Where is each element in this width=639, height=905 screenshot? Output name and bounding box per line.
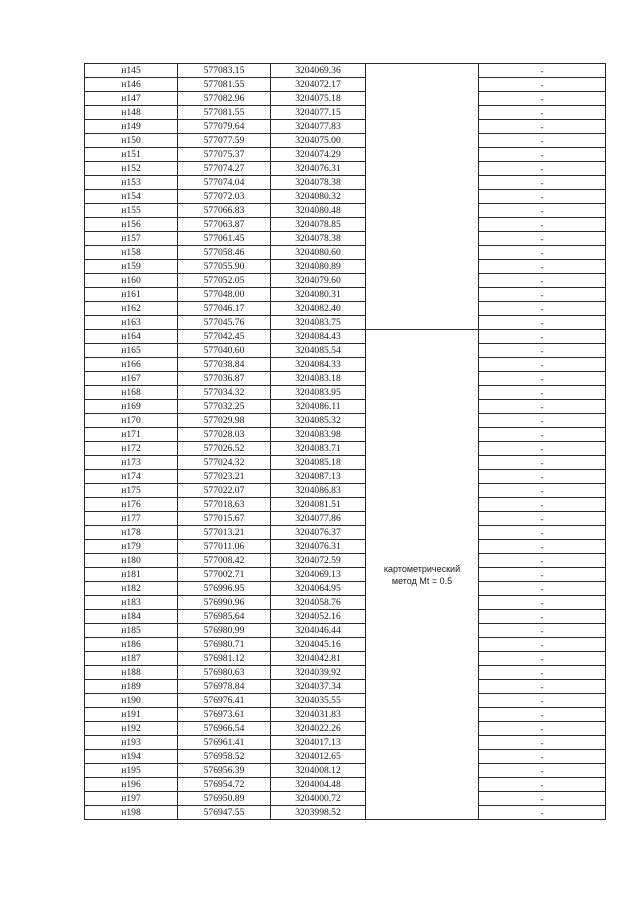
x-coordinate-cell: 577066.83 [178, 204, 271, 218]
table-row [85, 456, 606, 470]
y-coordinate-cell: 3204083.18 [271, 372, 366, 386]
extra-value-cell: - [479, 64, 606, 78]
y-coordinate-cell: 3204081.51 [271, 498, 366, 512]
point-id-cell: н191 [85, 708, 178, 722]
x-coordinate-cell: 577045.76 [178, 316, 271, 330]
extra-value-cell: - [479, 316, 606, 330]
point-id-cell: н183 [85, 596, 178, 610]
extra-value-cell: - [479, 288, 606, 302]
y-coordinate-cell: 3204046.44 [271, 624, 366, 638]
extra-value-cell: - [479, 414, 606, 428]
y-coordinate-cell: 3204072.59 [271, 554, 366, 568]
y-coordinate-cell: 3204084.43 [271, 330, 366, 344]
x-coordinate-cell: 576954.72 [178, 778, 271, 792]
point-id-cell: н155 [85, 204, 178, 218]
y-coordinate-cell: 3204083.98 [271, 428, 366, 442]
table-row [85, 708, 606, 722]
y-coordinate-cell: 3204000.72 [271, 792, 366, 806]
y-coordinate-cell: 3204077.83 [271, 120, 366, 134]
x-coordinate-cell: 577032.25 [178, 400, 271, 414]
y-coordinate-cell: 3204086.11 [271, 400, 366, 414]
extra-value-cell: - [479, 554, 606, 568]
extra-value-cell: - [479, 708, 606, 722]
y-coordinate-cell: 3204078.38 [271, 232, 366, 246]
extra-value-cell: - [479, 358, 606, 372]
point-id-cell: н173 [85, 456, 178, 470]
point-id-cell: н164 [85, 330, 178, 344]
table-row [85, 120, 606, 134]
x-coordinate-cell: 576958.52 [178, 750, 271, 764]
y-coordinate-cell: 3204084.33 [271, 358, 366, 372]
point-id-cell: н166 [85, 358, 178, 372]
extra-value-cell: - [479, 372, 606, 386]
point-id-cell: н162 [85, 302, 178, 316]
y-coordinate-cell: 3204064.95 [271, 582, 366, 596]
table-row [85, 778, 606, 792]
extra-value-cell: - [479, 400, 606, 414]
method-accuracy: метод Mt = 0.5 [391, 575, 453, 586]
x-coordinate-cell: 576961.41 [178, 736, 271, 750]
extra-value-cell: - [479, 624, 606, 638]
point-id-cell: н169 [85, 400, 178, 414]
table-row [85, 442, 606, 456]
extra-value-cell: - [479, 680, 606, 694]
extra-value-cell: - [479, 694, 606, 708]
point-id-cell: н158 [85, 246, 178, 260]
extra-value-cell: - [479, 652, 606, 666]
extra-value-cell: - [479, 134, 606, 148]
point-id-cell: н165 [85, 344, 178, 358]
x-coordinate-cell: 576980.63 [178, 666, 271, 680]
x-coordinate-cell: 577024.32 [178, 456, 271, 470]
y-coordinate-cell: 3204086.83 [271, 484, 366, 498]
extra-value-cell: - [479, 330, 606, 344]
point-id-cell: н157 [85, 232, 178, 246]
method-cell [366, 330, 479, 820]
y-coordinate-cell: 3204069.36 [271, 64, 366, 78]
y-coordinate-cell: 3204078.38 [271, 176, 366, 190]
table-row [85, 386, 606, 400]
table-row [85, 666, 606, 680]
x-coordinate-cell: 576981.12 [178, 652, 271, 666]
x-coordinate-cell: 577055.90 [178, 260, 271, 274]
extra-value-cell: - [479, 428, 606, 442]
table-row [85, 372, 606, 386]
table-row [85, 624, 606, 638]
y-coordinate-cell: 3204085.32 [271, 414, 366, 428]
x-coordinate-cell: 577081.55 [178, 106, 271, 120]
x-coordinate-cell: 577002.71 [178, 568, 271, 582]
extra-value-cell: - [479, 386, 606, 400]
table-row [85, 246, 606, 260]
point-id-cell: н197 [85, 792, 178, 806]
point-id-cell: н185 [85, 624, 178, 638]
y-coordinate-cell: 3204080.48 [271, 204, 366, 218]
y-coordinate-cell: 3204083.95 [271, 386, 366, 400]
table-row [85, 162, 606, 176]
table-row [85, 652, 606, 666]
extra-value-cell: - [479, 470, 606, 484]
y-coordinate-cell: 3204008.12 [271, 764, 366, 778]
y-coordinate-cell: 3204080.31 [271, 288, 366, 302]
extra-value-cell: - [479, 582, 606, 596]
coordinates-table [84, 63, 606, 820]
point-id-cell: н151 [85, 148, 178, 162]
extra-value-cell: - [479, 190, 606, 204]
y-coordinate-cell: 3204077.15 [271, 106, 366, 120]
point-id-cell: н172 [85, 442, 178, 456]
table-row [85, 288, 606, 302]
y-coordinate-cell: 3204087.13 [271, 470, 366, 484]
x-coordinate-cell: 576980.71 [178, 638, 271, 652]
table-row [85, 596, 606, 610]
table-row [85, 750, 606, 764]
table-row [85, 218, 606, 232]
y-coordinate-cell: 3204074.29 [271, 148, 366, 162]
x-coordinate-cell: 577048.00 [178, 288, 271, 302]
extra-value-cell: - [479, 456, 606, 470]
x-coordinate-cell: 577061.45 [178, 232, 271, 246]
extra-value-cell: - [479, 260, 606, 274]
y-coordinate-cell: 3204083.75 [271, 316, 366, 330]
point-id-cell: н180 [85, 554, 178, 568]
extra-value-cell: - [479, 764, 606, 778]
extra-value-cell: - [479, 806, 606, 820]
table-row [85, 610, 606, 624]
y-coordinate-cell: 3204069.13 [271, 568, 366, 582]
x-coordinate-cell: 577058.46 [178, 246, 271, 260]
x-coordinate-cell: 577018.63 [178, 498, 271, 512]
table-row [85, 358, 606, 372]
point-id-cell: н195 [85, 764, 178, 778]
point-id-cell: н179 [85, 540, 178, 554]
y-coordinate-cell: 3204076.31 [271, 540, 366, 554]
table-row [85, 330, 606, 344]
y-coordinate-cell: 3204037.34 [271, 680, 366, 694]
point-id-cell: н167 [85, 372, 178, 386]
extra-value-cell: - [479, 218, 606, 232]
point-id-cell: н148 [85, 106, 178, 120]
table-row [85, 316, 606, 330]
point-id-cell: н156 [85, 218, 178, 232]
point-id-cell: н163 [85, 316, 178, 330]
x-coordinate-cell: 577038.84 [178, 358, 271, 372]
point-id-cell: н189 [85, 680, 178, 694]
x-coordinate-cell: 576950.89 [178, 792, 271, 806]
x-coordinate-cell: 577013.21 [178, 526, 271, 540]
extra-value-cell: - [479, 666, 606, 680]
x-coordinate-cell: 577075.37 [178, 148, 271, 162]
extra-value-cell: - [479, 442, 606, 456]
point-id-cell: н192 [85, 722, 178, 736]
extra-value-cell: - [479, 498, 606, 512]
extra-value-cell: - [479, 638, 606, 652]
point-id-cell: н168 [85, 386, 178, 400]
table-row [85, 232, 606, 246]
extra-value-cell: - [479, 344, 606, 358]
table-row [85, 64, 606, 78]
extra-value-cell: - [479, 526, 606, 540]
point-id-cell: н154 [85, 190, 178, 204]
x-coordinate-cell: 576980.99 [178, 624, 271, 638]
table-row [85, 400, 606, 414]
table-row [85, 92, 606, 106]
point-id-cell: н187 [85, 652, 178, 666]
extra-value-cell: - [479, 778, 606, 792]
table-row [85, 806, 606, 820]
y-coordinate-cell: 3204085.18 [271, 456, 366, 470]
extra-value-cell: - [479, 484, 606, 498]
point-id-cell: н178 [85, 526, 178, 540]
x-coordinate-cell: 577052.05 [178, 274, 271, 288]
x-coordinate-cell: 576990.96 [178, 596, 271, 610]
extra-value-cell: - [479, 736, 606, 750]
table-row [85, 274, 606, 288]
point-id-cell: н150 [85, 134, 178, 148]
x-coordinate-cell: 577040.60 [178, 344, 271, 358]
point-id-cell: н149 [85, 120, 178, 134]
point-id-cell: н181 [85, 568, 178, 582]
y-coordinate-cell: 3204080.89 [271, 260, 366, 274]
table-row [85, 554, 606, 568]
table-row [85, 498, 606, 512]
table-row [85, 414, 606, 428]
extra-value-cell: - [479, 204, 606, 218]
x-coordinate-cell: 577083.15 [178, 64, 271, 78]
table-row [85, 148, 606, 162]
point-id-cell: н194 [85, 750, 178, 764]
x-coordinate-cell: 576973.61 [178, 708, 271, 722]
table-row [85, 302, 606, 316]
y-coordinate-cell: 3204072.17 [271, 78, 366, 92]
y-coordinate-cell: 3204052.16 [271, 610, 366, 624]
x-coordinate-cell: 577077.59 [178, 134, 271, 148]
point-id-cell: н153 [85, 176, 178, 190]
extra-value-cell: - [479, 792, 606, 806]
x-coordinate-cell: 576978.84 [178, 680, 271, 694]
point-id-cell: н146 [85, 78, 178, 92]
y-coordinate-cell: 3204080.32 [271, 190, 366, 204]
table-row [85, 176, 606, 190]
point-id-cell: н188 [85, 666, 178, 680]
extra-value-cell: - [479, 512, 606, 526]
extra-value-cell: - [479, 162, 606, 176]
point-id-cell: н177 [85, 512, 178, 526]
y-coordinate-cell: 3204078.85 [271, 218, 366, 232]
table-row [85, 526, 606, 540]
extra-value-cell: - [479, 106, 606, 120]
x-coordinate-cell: 577028.03 [178, 428, 271, 442]
y-coordinate-cell: 3204058.76 [271, 596, 366, 610]
x-coordinate-cell: 576956.39 [178, 764, 271, 778]
table-row [85, 260, 606, 274]
x-coordinate-cell: 577074.04 [178, 176, 271, 190]
point-id-cell: н161 [85, 288, 178, 302]
table-row [85, 428, 606, 442]
table-row [85, 568, 606, 582]
table-row [85, 792, 606, 806]
y-coordinate-cell: 3204017.13 [271, 736, 366, 750]
x-coordinate-cell: 577034.32 [178, 386, 271, 400]
table-row [85, 582, 606, 596]
point-id-cell: н193 [85, 736, 178, 750]
table-row [85, 736, 606, 750]
x-coordinate-cell: 577026.52 [178, 442, 271, 456]
y-coordinate-cell: 3204075.18 [271, 92, 366, 106]
point-id-cell: н190 [85, 694, 178, 708]
y-coordinate-cell: 3204042.81 [271, 652, 366, 666]
table-row [85, 694, 606, 708]
x-coordinate-cell: 577072.03 [178, 190, 271, 204]
point-id-cell: н184 [85, 610, 178, 624]
x-coordinate-cell: 577081.55 [178, 78, 271, 92]
point-id-cell: н147 [85, 92, 178, 106]
extra-value-cell: - [479, 148, 606, 162]
x-coordinate-cell: 577063.87 [178, 218, 271, 232]
y-coordinate-cell: 3203998.52 [271, 806, 366, 820]
x-coordinate-cell: 577074.27 [178, 162, 271, 176]
extra-value-cell: - [479, 78, 606, 92]
table-row [85, 540, 606, 554]
point-id-cell: н176 [85, 498, 178, 512]
point-id-cell: н196 [85, 778, 178, 792]
x-coordinate-cell: 576966.54 [178, 722, 271, 736]
table-row [85, 190, 606, 204]
y-coordinate-cell: 3204035.55 [271, 694, 366, 708]
table-row [85, 638, 606, 652]
x-coordinate-cell: 576996.95 [178, 582, 271, 596]
x-coordinate-cell: 577079.64 [178, 120, 271, 134]
y-coordinate-cell: 3204079.60 [271, 274, 366, 288]
point-id-cell: н160 [85, 274, 178, 288]
point-id-cell: н175 [85, 484, 178, 498]
point-id-cell: н171 [85, 428, 178, 442]
coordinates-table-body [85, 64, 606, 820]
point-id-cell: н182 [85, 582, 178, 596]
extra-value-cell: - [479, 274, 606, 288]
extra-value-cell: - [479, 610, 606, 624]
extra-value-cell: - [479, 722, 606, 736]
extra-value-cell: - [479, 750, 606, 764]
table-row [85, 484, 606, 498]
x-coordinate-cell: 577029.98 [178, 414, 271, 428]
y-coordinate-cell: 3204075.00 [271, 134, 366, 148]
x-coordinate-cell: 577011.06 [178, 540, 271, 554]
extra-value-cell: - [479, 92, 606, 106]
table-row [85, 78, 606, 92]
extra-value-cell: - [479, 302, 606, 316]
y-coordinate-cell: 3204085.54 [271, 344, 366, 358]
point-id-cell: н159 [85, 260, 178, 274]
extra-value-cell: - [479, 246, 606, 260]
point-id-cell: н145 [85, 64, 178, 78]
table-row [85, 470, 606, 484]
table-row [85, 204, 606, 218]
y-coordinate-cell: 3204082.40 [271, 302, 366, 316]
x-coordinate-cell: 577082.96 [178, 92, 271, 106]
table-row [85, 134, 606, 148]
table-row [85, 106, 606, 120]
x-coordinate-cell: 577036.87 [178, 372, 271, 386]
extra-value-cell: - [479, 120, 606, 134]
point-id-cell: н186 [85, 638, 178, 652]
y-coordinate-cell: 3204045.16 [271, 638, 366, 652]
table-row [85, 344, 606, 358]
y-coordinate-cell: 3204076.37 [271, 526, 366, 540]
extra-value-cell: - [479, 596, 606, 610]
y-coordinate-cell: 3204077.86 [271, 512, 366, 526]
extra-value-cell: - [479, 232, 606, 246]
x-coordinate-cell: 577015.67 [178, 512, 271, 526]
y-coordinate-cell: 3204004.48 [271, 778, 366, 792]
extra-value-cell: - [479, 176, 606, 190]
table-row [85, 512, 606, 526]
x-coordinate-cell: 577008.42 [178, 554, 271, 568]
extra-value-cell: - [479, 568, 606, 582]
x-coordinate-cell: 576947.55 [178, 806, 271, 820]
y-coordinate-cell: 3204031.83 [271, 708, 366, 722]
table-row [85, 680, 606, 694]
y-coordinate-cell: 3204076.31 [271, 162, 366, 176]
x-coordinate-cell: 577023.21 [178, 470, 271, 484]
y-coordinate-cell: 3204039.92 [271, 666, 366, 680]
extra-value-cell: - [479, 540, 606, 554]
point-id-cell: н198 [85, 806, 178, 820]
method-cell-upper [366, 64, 479, 330]
method-name: картометрический [383, 563, 461, 574]
x-coordinate-cell: 577022.07 [178, 484, 271, 498]
y-coordinate-cell: 3204022.26 [271, 722, 366, 736]
table-row [85, 764, 606, 778]
point-id-cell: н174 [85, 470, 178, 484]
x-coordinate-cell: 577046.17 [178, 302, 271, 316]
y-coordinate-cell: 3204083.71 [271, 442, 366, 456]
x-coordinate-cell: 576985.64 [178, 610, 271, 624]
x-coordinate-cell: 576976.41 [178, 694, 271, 708]
x-coordinate-cell: 577042.45 [178, 330, 271, 344]
y-coordinate-cell: 3204012.65 [271, 750, 366, 764]
y-coordinate-cell: 3204080.60 [271, 246, 366, 260]
point-id-cell: н170 [85, 414, 178, 428]
table-row [85, 722, 606, 736]
point-id-cell: н152 [85, 162, 178, 176]
